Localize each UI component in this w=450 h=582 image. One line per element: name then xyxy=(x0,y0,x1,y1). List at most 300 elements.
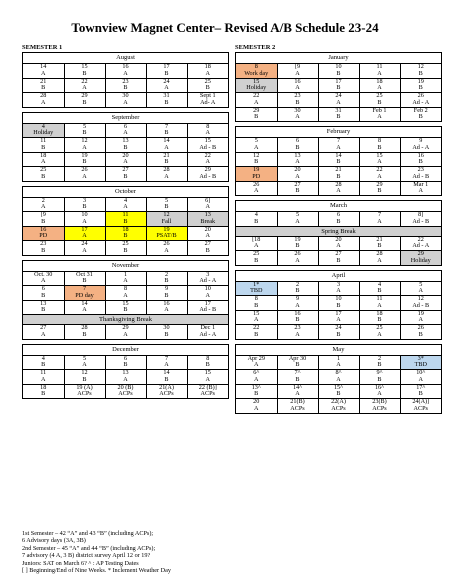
day-cell xyxy=(187,325,228,339)
week-row xyxy=(236,212,441,226)
day-date: 15 xyxy=(253,77,260,85)
day-type: A xyxy=(295,69,300,77)
day-date: 4 xyxy=(254,211,258,219)
day-date: 16 xyxy=(294,309,301,317)
day-cell xyxy=(146,93,187,107)
day-date: 8] xyxy=(418,211,424,219)
day-type: TBD xyxy=(414,361,427,369)
day-type: A xyxy=(205,158,210,166)
day-date: 22 xyxy=(376,166,383,174)
month-block-february xyxy=(235,126,442,196)
day-type: A xyxy=(377,113,382,121)
day-cell xyxy=(187,64,228,78)
day-cell xyxy=(236,78,277,93)
day-type: A xyxy=(123,69,128,77)
day-cell xyxy=(236,212,277,226)
day-cell xyxy=(23,78,64,93)
day-date: [18 xyxy=(252,235,261,243)
day-type: A xyxy=(295,390,300,398)
day-type: A xyxy=(41,203,46,211)
week-row xyxy=(236,181,441,195)
day-date: 15 xyxy=(253,309,260,317)
day-date: 6 xyxy=(123,354,128,362)
day-cell xyxy=(23,64,64,78)
day-type: A xyxy=(123,129,128,137)
day-cell xyxy=(400,167,441,182)
day-type: A xyxy=(82,172,87,180)
day-cell xyxy=(23,325,64,339)
day-cell xyxy=(318,384,359,399)
day-cell xyxy=(187,78,228,93)
day-cell xyxy=(23,241,64,255)
day-cell xyxy=(105,241,146,255)
day-type: A xyxy=(377,390,382,398)
day-date: 10 xyxy=(81,211,88,219)
day-cell xyxy=(236,310,277,325)
day-date: 27 xyxy=(40,324,47,332)
day-cell xyxy=(277,181,318,195)
day-type: B xyxy=(418,69,423,77)
day-cell xyxy=(359,384,400,399)
day-date: 22 (B)] xyxy=(198,383,217,391)
day-cell xyxy=(359,296,400,311)
month-table xyxy=(23,124,228,181)
day-cell xyxy=(400,212,441,226)
semester-1-column xyxy=(22,52,229,403)
day-date: 6] xyxy=(205,196,211,204)
day-type: A xyxy=(254,187,259,195)
week-row xyxy=(23,124,228,138)
day-date: 12 xyxy=(163,211,170,219)
day-date: 15 xyxy=(376,151,383,159)
day-cell xyxy=(146,356,187,370)
week-row xyxy=(236,296,441,311)
day-cell xyxy=(277,370,318,385)
day-date: 18 xyxy=(376,309,383,317)
day-cell xyxy=(318,356,359,370)
day-type: A xyxy=(377,69,382,77)
day-type: A xyxy=(418,187,423,195)
day-cell xyxy=(359,138,400,152)
day-type: B xyxy=(123,143,128,151)
day-type: B xyxy=(82,203,87,211)
day-cell xyxy=(318,325,359,339)
day-type: Ad - A xyxy=(412,143,430,151)
day-type: A xyxy=(336,287,341,295)
day-date: 23 xyxy=(294,92,301,100)
day-date: 24 xyxy=(335,324,342,332)
day-cell xyxy=(105,226,146,241)
day-cell xyxy=(359,370,400,385)
day-cell xyxy=(105,124,146,138)
day-type: PD xyxy=(252,172,261,180)
day-type: B xyxy=(254,301,259,309)
day-cell xyxy=(400,251,441,265)
day-type: A xyxy=(41,98,46,106)
day-date: [9 xyxy=(40,211,46,219)
day-date: 12 xyxy=(253,151,260,159)
day-cell xyxy=(64,64,105,78)
day-cell xyxy=(400,64,441,78)
day-type: B xyxy=(377,187,382,195)
day-type: B xyxy=(41,291,46,299)
day-cell xyxy=(318,251,359,265)
day-cell xyxy=(359,181,400,195)
day-date: 3 xyxy=(206,270,210,278)
note-line: Juniors: SAT on March 6? ^ : AP Testing Dates xyxy=(22,559,139,567)
day-type: Ad - B xyxy=(412,172,430,180)
day-cell xyxy=(23,384,64,398)
day-cell xyxy=(23,226,64,241)
day-cell xyxy=(277,356,318,370)
day-date: 14 xyxy=(81,299,88,307)
day-date: 6 xyxy=(295,137,300,145)
day-cell xyxy=(236,152,277,167)
week-row xyxy=(236,251,441,265)
day-cell xyxy=(359,78,400,93)
day-type: A xyxy=(254,242,259,250)
month-block-march xyxy=(235,200,442,266)
day-date: 10^ xyxy=(416,369,426,377)
day-type: ACPs xyxy=(290,404,305,412)
day-cell xyxy=(359,93,400,108)
day-date: 5 xyxy=(82,354,87,362)
day-type: A xyxy=(336,375,341,383)
day-date: 18 xyxy=(122,225,129,233)
day-cell xyxy=(359,282,400,296)
break-banner: Spring Break xyxy=(236,226,441,237)
week-row xyxy=(23,138,228,153)
day-date: 25 xyxy=(376,92,383,100)
day-cell xyxy=(146,138,187,153)
day-type: A xyxy=(336,187,341,195)
day-cell xyxy=(64,356,105,370)
day-type: A xyxy=(123,330,128,338)
day-cell xyxy=(359,399,400,413)
month-block-december xyxy=(22,344,229,400)
day-date: 28 xyxy=(81,324,88,332)
month-header: November xyxy=(23,261,228,272)
day-type: Ad - B xyxy=(412,301,430,309)
day-type: ACPs xyxy=(200,390,215,398)
day-date: 11 xyxy=(376,295,383,303)
month-table xyxy=(236,237,441,265)
day-cell xyxy=(105,286,146,301)
day-date: 1* xyxy=(253,280,260,288)
day-type: A xyxy=(295,301,300,309)
day-date: Dec 1 xyxy=(200,324,216,332)
day-type: B xyxy=(336,84,341,92)
week-row xyxy=(23,272,228,286)
day-type: A xyxy=(205,232,210,240)
day-type: A xyxy=(164,306,169,314)
day-type: ACPs xyxy=(331,404,346,412)
month-table xyxy=(236,282,441,339)
day-cell xyxy=(64,272,105,286)
week-row xyxy=(23,167,228,181)
week-row xyxy=(23,226,228,241)
day-cell xyxy=(23,272,64,286)
day-date: 18 xyxy=(40,151,47,159)
day-type: A xyxy=(377,217,382,225)
day-type: A xyxy=(205,129,210,137)
month-header: September xyxy=(23,113,228,124)
day-date: 27 xyxy=(122,166,129,174)
day-type: B xyxy=(377,242,382,250)
day-date: 13 xyxy=(204,211,211,219)
day-date: 22 xyxy=(417,235,424,243)
day-date: 15 xyxy=(122,299,129,307)
day-date: 26 xyxy=(417,324,424,332)
day-cell xyxy=(146,78,187,93)
day-date: 26 xyxy=(81,166,88,174)
week-row xyxy=(236,356,441,370)
day-date: 19 xyxy=(163,225,170,233)
day-cell xyxy=(64,325,105,339)
day-date: 11 xyxy=(376,63,383,71)
day-date: 27 xyxy=(294,180,301,188)
day-date: 17 xyxy=(204,299,211,307)
day-date: 23 xyxy=(294,324,301,332)
day-cell xyxy=(277,78,318,93)
day-cell xyxy=(146,325,187,339)
day-date: 30 xyxy=(163,324,170,332)
day-type: B xyxy=(336,69,341,77)
day-type: A xyxy=(295,158,300,166)
day-type: B xyxy=(164,129,169,137)
day-type: A xyxy=(41,330,46,338)
day-date: 8 xyxy=(206,122,210,130)
day-date: 25 xyxy=(204,77,211,85)
day-date: 23(B) xyxy=(372,398,387,406)
day-cell xyxy=(359,212,400,226)
day-cell xyxy=(146,167,187,181)
week-row xyxy=(23,241,228,255)
day-type: A xyxy=(377,301,382,309)
note-line: 1st Semester – 42 “A” and 43 “B” (including ACPs); xyxy=(22,530,154,537)
day-type: B xyxy=(82,277,87,285)
month-table xyxy=(23,356,228,399)
day-date: 5 xyxy=(295,211,300,219)
day-cell xyxy=(318,93,359,108)
day-cell xyxy=(277,212,318,226)
day-date: 14 xyxy=(163,369,170,377)
week-row xyxy=(23,78,228,93)
month-header: August xyxy=(23,53,228,64)
day-date: 15 xyxy=(204,137,211,145)
day-cell xyxy=(318,399,359,413)
day-date: 16 xyxy=(40,225,47,233)
day-type: A xyxy=(336,98,341,106)
day-type: B xyxy=(418,330,423,338)
day-cell xyxy=(23,124,64,138)
month-table xyxy=(236,64,441,121)
day-cell xyxy=(236,181,277,195)
month-block-april xyxy=(235,270,442,340)
day-type: Holiday xyxy=(410,256,431,264)
day-cell xyxy=(64,93,105,107)
day-cell xyxy=(318,152,359,167)
day-date: 16^ xyxy=(374,383,385,391)
day-type: Ad - A xyxy=(412,98,430,106)
day-cell xyxy=(400,237,441,251)
day-type: ACPs xyxy=(413,404,428,412)
day-type: B xyxy=(164,277,169,285)
day-type: B xyxy=(254,217,259,225)
day-date: 27 xyxy=(204,240,211,248)
day-type: A xyxy=(205,291,210,299)
day-cell xyxy=(359,325,400,339)
day-type: B xyxy=(41,172,46,180)
day-date: 9 xyxy=(164,285,169,293)
day-type: B xyxy=(295,187,300,195)
day-date: 5 xyxy=(164,196,169,204)
day-date: 6 xyxy=(41,285,45,293)
day-type: B xyxy=(164,375,169,383)
month-header: October xyxy=(23,187,228,198)
day-cell xyxy=(105,384,146,398)
week-row xyxy=(23,384,228,398)
day-cell xyxy=(236,399,277,413)
day-date: 6 xyxy=(336,211,341,219)
day-type: B xyxy=(254,256,259,264)
day-date: 22(A) xyxy=(331,398,346,406)
day-type: B xyxy=(377,375,382,383)
day-cell xyxy=(400,384,441,399)
day-cell xyxy=(64,167,105,181)
day-cell xyxy=(187,167,228,181)
day-date: 17^ xyxy=(416,383,426,391)
day-cell xyxy=(23,138,64,153)
break-banner: Thanksgiving Break xyxy=(23,314,228,325)
day-type: B xyxy=(41,246,46,254)
semester-2-label: SEMESTER 2 xyxy=(235,44,276,51)
day-cell xyxy=(359,310,400,325)
day-type: Ad- A xyxy=(200,98,216,106)
note-line: 6 Advisory days (3A, 3B) xyxy=(22,537,86,545)
day-date: 4 xyxy=(41,354,45,362)
day-cell xyxy=(236,93,277,108)
day-type: A xyxy=(82,143,87,151)
day-date: 8 xyxy=(254,295,258,303)
day-date: 14 xyxy=(335,151,342,159)
day-cell xyxy=(277,64,318,78)
day-cell xyxy=(146,286,187,301)
day-cell xyxy=(277,138,318,152)
day-date: 19 xyxy=(417,309,424,317)
day-date: 17 xyxy=(335,309,342,317)
day-cell xyxy=(105,167,146,181)
day-date: 23 xyxy=(122,77,129,85)
day-cell xyxy=(105,152,146,167)
day-cell xyxy=(64,300,105,314)
day-cell xyxy=(400,152,441,167)
day-date: 29 xyxy=(417,250,424,258)
day-date: 7 xyxy=(377,211,382,219)
day-cell xyxy=(400,310,441,325)
day-cell xyxy=(64,152,105,167)
day-type: A xyxy=(205,375,210,383)
week-row xyxy=(236,370,441,385)
day-type: Ad - A xyxy=(412,242,430,250)
week-row xyxy=(23,325,228,339)
day-type: A xyxy=(336,143,341,151)
day-date: 16 xyxy=(294,77,301,85)
day-cell xyxy=(318,370,359,385)
day-type: B xyxy=(336,390,341,398)
day-type: A xyxy=(82,217,87,225)
day-type: B xyxy=(295,361,300,369)
day-cell xyxy=(277,296,318,311)
note-line: 2nd Semester – 45 “A” and 44 “B” (including ACPs); xyxy=(22,544,156,552)
day-date: 12 xyxy=(417,295,424,303)
month-header: May xyxy=(236,345,441,356)
day-cell xyxy=(187,384,228,398)
day-type: A xyxy=(164,172,169,180)
day-type: A xyxy=(336,242,341,250)
note-line: 7 advisory (4 A, 3 B) district survey April 12 or 19? xyxy=(22,552,151,560)
day-cell xyxy=(359,167,400,182)
day-cell xyxy=(400,138,441,152)
day-date: 26 xyxy=(294,250,301,258)
day-date: 20 (B) xyxy=(117,383,134,391)
day-cell xyxy=(23,93,64,107)
week-row xyxy=(236,167,441,182)
day-type: Ad - B xyxy=(199,143,217,151)
day-type: B xyxy=(41,143,46,151)
day-type: A xyxy=(418,375,423,383)
semester-1-label: SEMESTER 1 xyxy=(22,44,63,51)
day-type: B xyxy=(82,98,87,106)
day-cell xyxy=(400,296,441,311)
day-type: B xyxy=(418,84,423,92)
month-table xyxy=(23,198,228,255)
day-type: B xyxy=(336,217,341,225)
day-date: 29 xyxy=(376,180,383,188)
day-date: 25 xyxy=(376,324,383,332)
day-date: 2 xyxy=(164,270,169,278)
day-date: 28 xyxy=(376,250,383,258)
day-date: 19 xyxy=(294,235,301,243)
day-cell xyxy=(400,107,441,121)
day-type: B xyxy=(254,330,259,338)
day-cell xyxy=(236,384,277,399)
day-date: 12 xyxy=(81,369,88,377)
month-header: February xyxy=(236,127,441,138)
day-date: 16 xyxy=(417,151,424,159)
day-date: 17 xyxy=(163,63,170,71)
day-date: 24(A)] xyxy=(412,398,430,406)
month-table xyxy=(236,356,441,413)
day-type: ACPs xyxy=(159,390,174,398)
day-cell xyxy=(105,325,146,339)
day-cell xyxy=(105,93,146,107)
day-type: A xyxy=(295,217,300,225)
day-date: 21 xyxy=(40,77,47,85)
day-date: 3 xyxy=(82,196,87,204)
day-cell xyxy=(64,212,105,227)
day-cell xyxy=(318,282,359,296)
page-title: Townview Magnet Center– Revised A/B Schedule 23-24 xyxy=(71,20,379,35)
day-type: B xyxy=(164,69,169,77)
day-type: Ad - B xyxy=(412,217,430,225)
day-cell xyxy=(64,138,105,153)
day-date: 29 xyxy=(81,92,88,100)
day-type: A xyxy=(254,143,259,151)
day-type: PD xyxy=(39,232,48,240)
day-type: B xyxy=(418,390,423,398)
day-cell xyxy=(187,300,228,314)
